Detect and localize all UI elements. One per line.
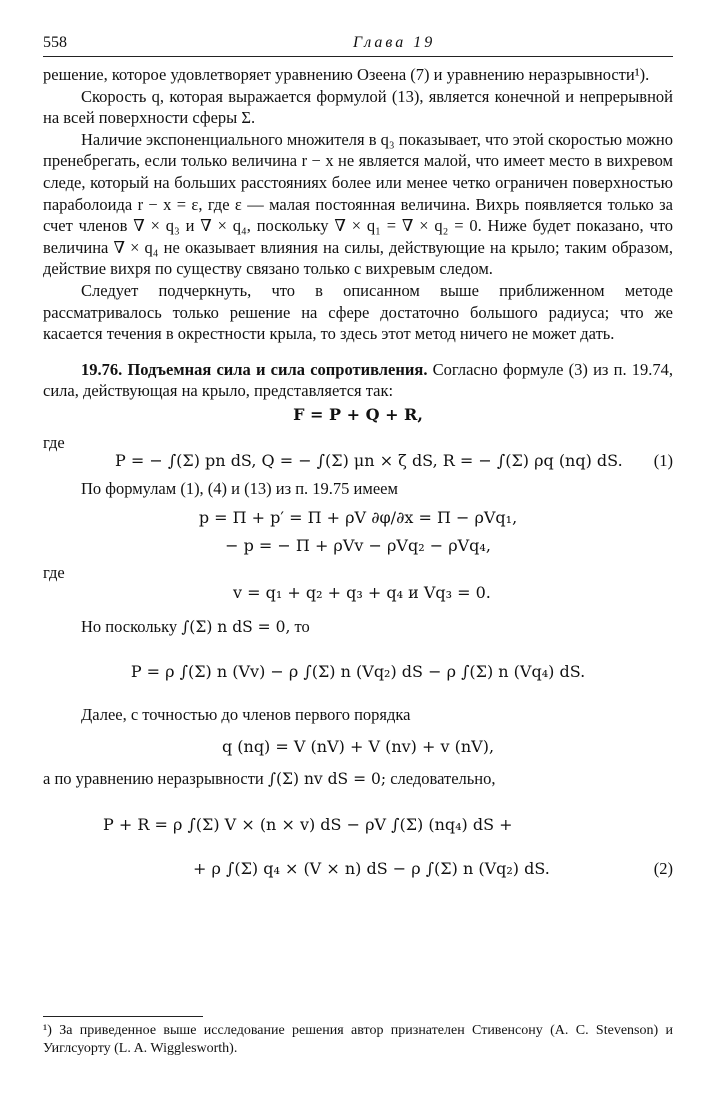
equation-p-line-1: p = Π + p′ = Π + ρV ∂φ/∂x = Π − ρVq₁,: [198, 508, 518, 528]
equation-1: P = − ∫(Σ) pn dS, Q = − ∫(Σ) μn × ζ dS, R = − ∫(Σ) ρq (nq) dS.: [115, 450, 623, 470]
paragraph-1: решение, которое удовлетворяет уравнению Озеена (7) и уравнению неразрывности¹).: [43, 65, 650, 84]
equation-v-row: [43, 558, 673, 604]
equation-1-number: (1): [653, 450, 673, 470]
paragraph-2: Скорость q, которая выражается формулой (13), является конечной и непрерывной на всей поверхности сферы Σ.: [43, 86, 673, 128]
paragraph-3: Наличие экспоненциального множителя в q₃ показывает, что этой скоростью можно пренебрегать, если только величина r − x не является малой, что имеет место в вихревом следе, который на больших расстояниях более или менее четко ограничен поверхностью параболоида r − x = ε, где ε — малая постоянная величина. Вихрь появляется только за счет членов ∇ × q₃ и ∇ × q₄, поскольку ∇ × q₁ = ∇ × q₂ = 0. Ниже будет показано, что величина ∇ × q₄ не оказывает влияния на силы, действующие на крыло; таким образом, действие вихря по существу связано только с вихревым следом.: [43, 129, 673, 279]
continuity-prefix: а по уравнению неразрывности: [43, 768, 264, 788]
chapter-title: Глава 19: [353, 34, 436, 51]
continuity-math: ∫(Σ) nv dS = 0;: [267, 769, 387, 788]
since-prefix: Но поскольку: [81, 617, 178, 637]
since-line: [43, 616, 673, 639]
equation-v: v = q₁ + q₂ + q₃ + q₄ и Vq₃ = 0.: [233, 583, 491, 603]
further-text: Далее, с точностью до членов первого порядка: [81, 705, 411, 725]
page-body: [43, 64, 673, 892]
since-suffix: то: [294, 617, 310, 637]
footnote-divider: [43, 1016, 203, 1017]
section-title: 19.76. Подъемная сила и сила сопротивления.: [81, 359, 428, 379]
page-number: 558: [43, 34, 67, 51]
where-label-1: где: [43, 432, 65, 452]
continuity-line: [43, 768, 673, 791]
equation-p-line-2: − p = − Π + ρVv − ρVq₂ − ρVq₄,: [225, 535, 491, 555]
equation-PR-line-2: + ρ ∫(Σ) q₄ × (V × n) dS − ρ ∫(Σ) n (Vq₂) dS.: [193, 858, 550, 878]
paragraph-4: Следует подчеркнуть, что в описанном выше приближенном методе рассматривалось только решение на сфере достаточно большого радиуса; что же касается течения в окрестности крыла, то здесь этот метод ничего не может дать.: [43, 280, 673, 344]
where-label-2: где: [43, 563, 65, 583]
equation-2-number: (2): [653, 858, 673, 878]
page-header: [43, 34, 673, 57]
equation-1-row: [43, 428, 673, 472]
equation-force-sum: F = P + Q + R,: [293, 404, 423, 424]
section-intro: Согласно формуле (3) из п. 19.74, сила, действующая на крыло, представляется так:: [43, 359, 674, 401]
from-formulas-text: По формулам (1), (4) и (13) из п. 19.75 имеем: [81, 478, 398, 498]
footnote: ¹) За приведенное выше исследование решения автор признателен Стивенсону (A. C. Stevenson) и Уиглсуорту (L. A. Wigglesworth).: [43, 1023, 673, 1056]
continuity-suffix: следовательно,: [390, 768, 496, 788]
equation-PR-line-1: P + R = ρ ∫(Σ) V × (n × v) dS − ρV ∫(Σ) (nq₄) dS +: [103, 815, 513, 835]
section-paragraph: [43, 359, 673, 402]
equation-P: P = ρ ∫(Σ) n (Vv) − ρ ∫(Σ) n (Vq₂) dS − ρ ∫(Σ) n (Vq₄) dS.: [130, 661, 586, 681]
equation-qnq: q (nq) = V (nV) + V (nv) + v (nV),: [221, 737, 495, 757]
equation-PR-line-2-row: [43, 852, 673, 892]
since-math: ∫(Σ) n dS = 0,: [181, 618, 291, 637]
